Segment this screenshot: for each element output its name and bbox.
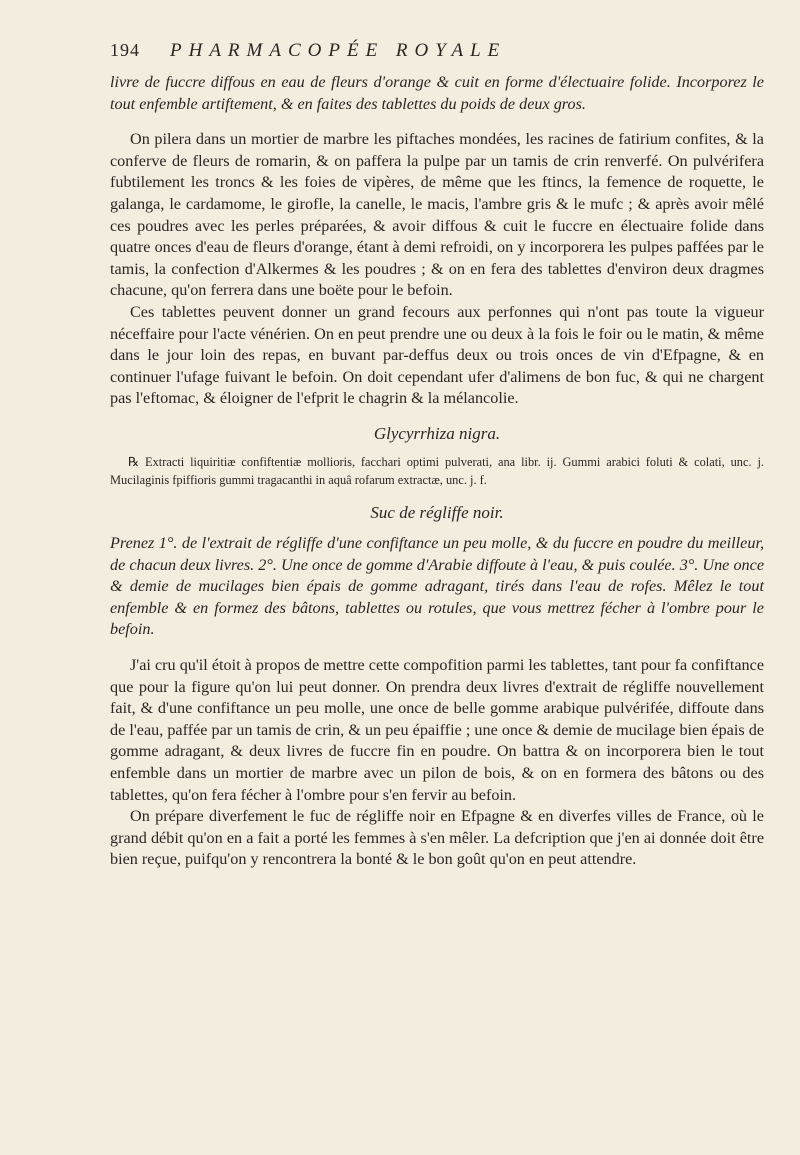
latin-recipe: ℞ Extracti liquiritiæ confiftentiæ mollioris, facchari optimi pulverati, ana libr. ij. Gummi arabici foluti & colati, unc. j. Mucilaginis fpiffioris gummi tragacanthi in aquâ rofarum extractæ, unc. j. f. [110, 454, 764, 487]
body-paragraph-1: On pilera dans un mortier de marbre les piftaches mondées, les racines de fatirium confites, & la conferve de fleurs de romarin, & on paffera la pulpe par un tamis de crin renverfé. On pulvérifera fubtilement les troncs & les foies de vipères, de même que les ftincs, la femence de roquette, le galanga, le cardamome, le girofle, la canelle, le macis, l'ambre gris & le mufc ; & après avoir mêlé ces poudres avec les perles préparées, & avoir diffous & cuit le fuccre en électuaire folide dans quatre onces d'eau de fleurs d'orange, étant à demi refroidi, on y incorporera les pulpes paffées par le tamis, la confection d'Alkermes & les poudres ; & on en fera des tablettes d'environ deux dragmes chacune, qu'on ferrera dans une boëte pour le befoin. [110, 130, 764, 300]
french-recipe: Prenez 1°. de l'extrait de régliffe d'une confiftance un peu molle, & du fuccre en poudre du meilleur, de chacun deux livres. 2°. Une once de gomme d'Arabie diffoute à l'eau, & puis coulée. 3°. Une once & demie de mucilages bien épais de gomme adragant, tirés dans l'eau de rofes. Mêlez le tout enfemble & en formez des bâtons, tablettes ou rotules, que vous mettrez fécher à l'ombre pour le befoin. [110, 534, 764, 639]
running-title: PHARMACOPÉE ROYALE [170, 40, 507, 61]
closing-paragraph-1: J'ai cru qu'il étoit à propos de mettre cette compofition parmi les tablettes, tant pour fa confiftance que pour la figure qu'on lui peut donner. On prendra deux livres d'extrait de régliffe nouvellement fait, & d'une confiftance un peu molle, une once de belle gomme arabique pulvérifée, diffoute dans de l'eau, paffée par un tamis de crin, & un peu épaiffie ; une once & demie de mucilage bien épais de gomme adragant, & deux livres de fuccre fin en poudre. On battra & on incorporera bien le tout enfemble dans un mortier de marbre avec un pilon de bois, & on en formera des bâtons ou des tablettes, qu'on fera fécher à l'ombre pour s'en fervir au befoin. [110, 656, 764, 804]
section-heading-french: Suc de régliffe noir. [370, 503, 504, 523]
page-header [110, 40, 764, 62]
closing-paragraph-2: On prépare diverfement le fuc de régliffe noir en Efpagne & en diverfes villes de France, où le grand débit qu'on en a fait a porté les femmes à s'en mêler. La defcription que j'en ai donnée doit être bien reçue, puifqu'on y rencontrera la bonté & le bon goût qu'on en peut attendre. [110, 807, 764, 869]
page-number: 194 [110, 40, 140, 60]
section-heading-latin: Glycyrrhiza nigra. [373, 423, 501, 443]
intro-italic-paragraph: livre de fuccre diffous en eau de fleurs d'orange & cuit en forme d'électuaire folide. Incorporez le tout enfemble artiftement, & en faites des tablettes du poids de deux gros. [110, 73, 764, 113]
body-paragraph-2: Ces tablettes peuvent donner un grand fecours aux perfonnes qui n'ont pas toute la vigueur néceffaire pour l'acte vénérien. On en peut prendre une ou deux à la fois le foir ou le matin, & même dans le jour loin des repas, en buvant par-deffus deux ou trois onces de vin d'Efpagne, & en continuer l'ufage fuivant le befoin. On doit cependant ufer d'alimens de bon fuc, & qui ne chargent pas l'eftomac, & éloigner de l'efprit le chagrin & la mélancolie. [110, 302, 764, 408]
